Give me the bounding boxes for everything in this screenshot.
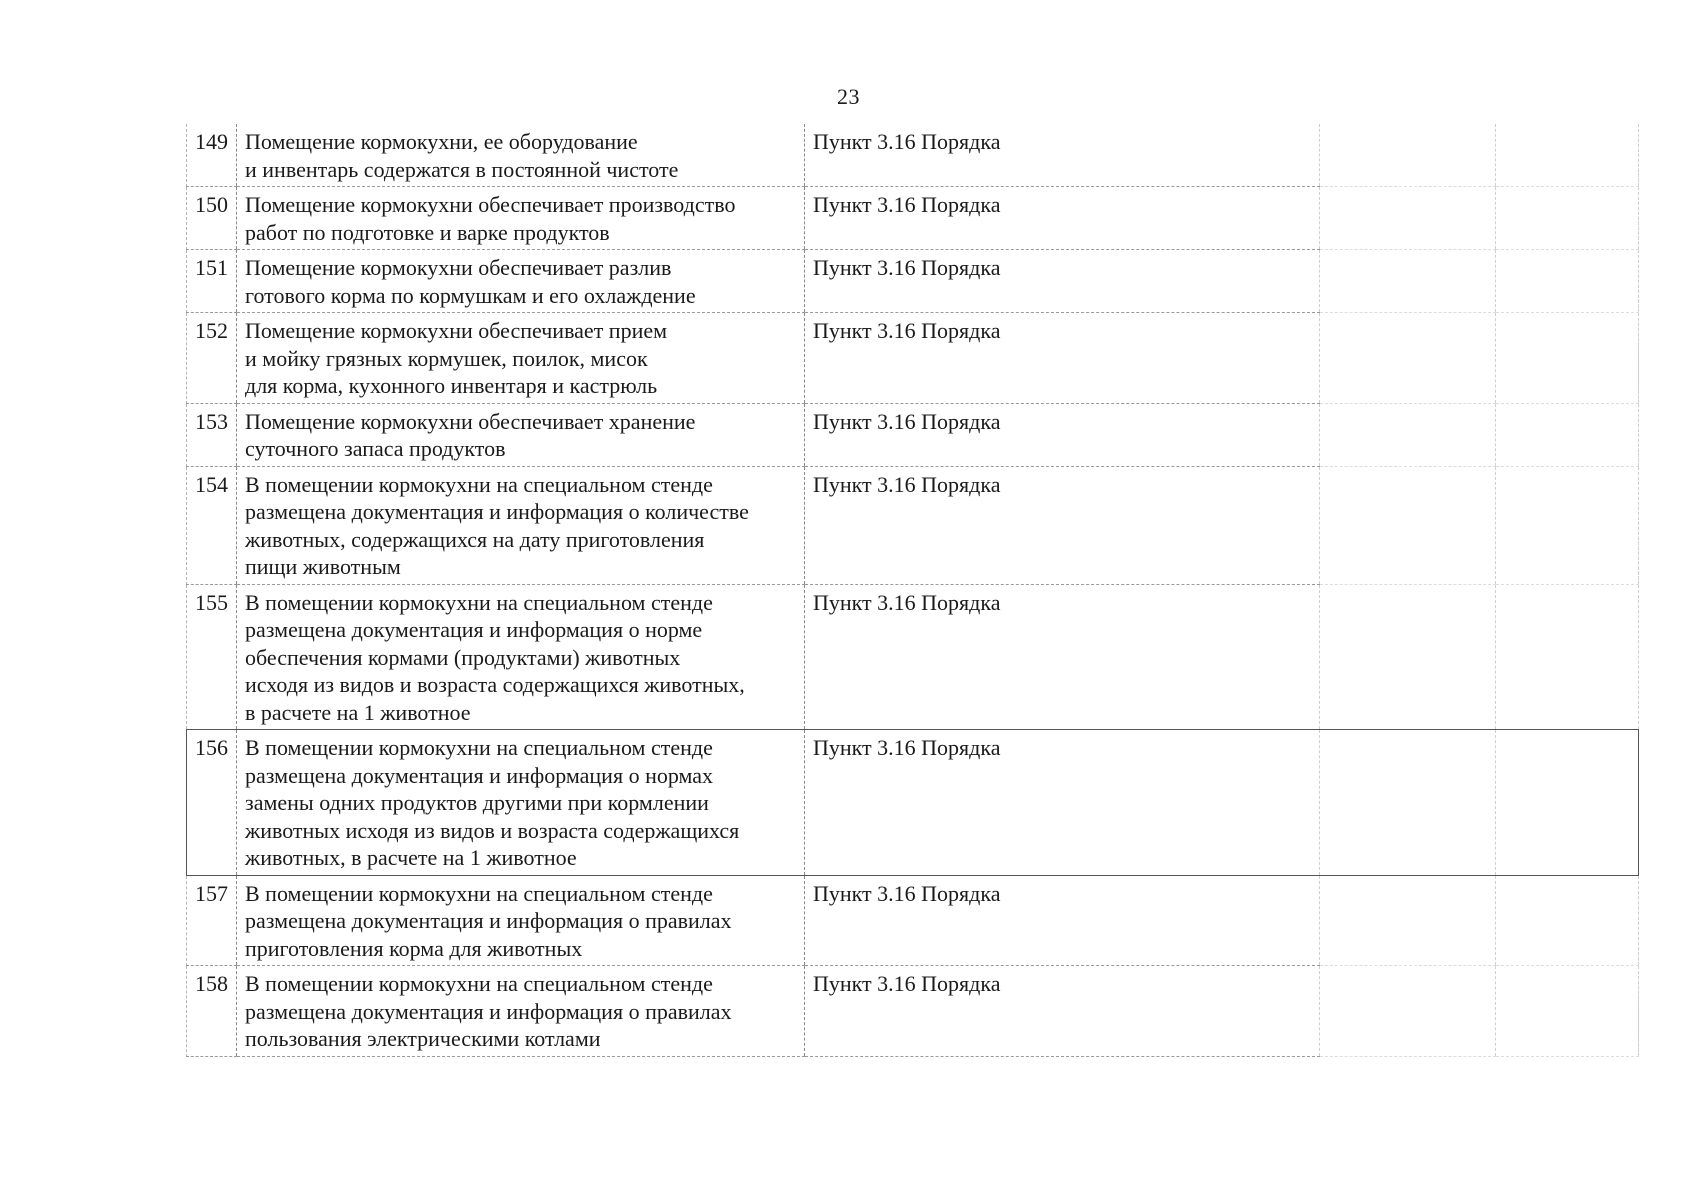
answer-cell: [1320, 187, 1496, 250]
table-row: [187, 124, 1639, 187]
requirement-text: [237, 187, 805, 250]
requirement-line: животных, содержащихся на дату приготовления: [245, 526, 705, 552]
table-row: [187, 403, 1639, 466]
table-row: [187, 466, 1639, 584]
row-number: 154: [187, 466, 237, 584]
row-number: 151: [187, 250, 237, 313]
requirement-line: в расчете на 1 животное: [245, 699, 471, 725]
legal-reference: Пункт 3.16 Порядка: [805, 875, 1320, 966]
row-number: 152: [187, 313, 237, 404]
legal-reference: Пункт 3.16 Порядка: [805, 124, 1320, 187]
requirement-line: В помещении кормокухни на специальном стенде: [245, 471, 713, 497]
table-row: [187, 313, 1639, 404]
answer-cell: [1496, 124, 1639, 187]
requirement-text: [237, 875, 805, 966]
requirement-text: [237, 730, 805, 876]
requirement-line: пищи животным: [245, 554, 401, 579]
requirement-line: замены одних продуктов другими при кормлении: [245, 790, 709, 815]
checklist-table: [186, 124, 1639, 1057]
legal-reference: Пункт 3.16 Порядка: [805, 584, 1320, 730]
requirement-line: размещена документация и информация о нормах: [245, 762, 714, 788]
answer-cell: [1496, 403, 1639, 466]
answer-cell: [1320, 730, 1496, 876]
table-row: [187, 875, 1639, 966]
legal-reference: Пункт 3.16 Порядка: [805, 313, 1320, 404]
requirement-line: для корма, кухонного инвентаря и кастрюль: [245, 373, 658, 398]
requirement-text: [237, 313, 805, 404]
answer-cell: [1320, 124, 1496, 187]
answer-cell: [1320, 403, 1496, 466]
legal-reference: Пункт 3.16 Порядка: [805, 966, 1320, 1057]
requirement-line: размещена документация и информация о правилах: [245, 908, 732, 933]
requirement-text: [237, 466, 805, 584]
answer-cell: [1496, 730, 1639, 876]
row-number: 157: [187, 875, 237, 966]
table-row: [187, 187, 1639, 250]
requirement-line: размещена документация и информация о количестве: [245, 499, 749, 524]
answer-cell: [1320, 584, 1496, 730]
legal-reference: Пункт 3.16 Порядка: [805, 250, 1320, 313]
requirement-line: В помещении кормокухни на специальном стенде: [245, 735, 713, 760]
answer-cell: [1320, 966, 1496, 1057]
requirement-line: Помещение кормокухни обеспечивает хранение: [245, 408, 696, 434]
requirement-line: животных, в расчете на 1 животное: [245, 845, 577, 870]
answer-cell: [1320, 875, 1496, 966]
legal-reference: Пункт 3.16 Порядка: [805, 730, 1320, 876]
answer-cell: [1496, 466, 1639, 584]
requirement-line: приготовления корма для животных: [245, 935, 583, 961]
table-row: [187, 250, 1639, 313]
requirement-line: животных исходя из видов и возраста содержащихся: [245, 817, 740, 843]
answer-cell: [1496, 966, 1639, 1057]
checklist-table-body: [187, 124, 1639, 1056]
requirement-text: [237, 403, 805, 466]
legal-reference: Пункт 3.16 Порядка: [805, 403, 1320, 466]
row-number: 155: [187, 584, 237, 730]
answer-cell: [1496, 875, 1639, 966]
requirement-line: размещена документация и информация о правилах: [245, 998, 732, 1024]
legal-reference: Пункт 3.16 Порядка: [805, 466, 1320, 584]
requirement-line: обеспечения кормами (продуктами) животных: [245, 644, 681, 670]
requirement-line: работ по подготовке и варке продуктов: [245, 219, 610, 245]
requirement-text: [237, 124, 805, 187]
table-row: [187, 584, 1639, 730]
answer-cell: [1320, 466, 1496, 584]
requirement-line: суточного запаса продуктов: [245, 436, 506, 461]
page-number: 23: [837, 84, 860, 109]
answer-cell: [1496, 187, 1639, 250]
requirement-line: Помещение кормокухни обеспечивает разлив: [245, 255, 672, 280]
answer-cell: [1320, 313, 1496, 404]
requirement-line: и мойку грязных кормушек, поилок, мисок: [245, 345, 648, 371]
legal-reference: Пункт 3.16 Порядка: [805, 187, 1320, 250]
requirement-line: Помещение кормокухни, ее оборудование: [245, 129, 638, 154]
requirement-line: Помещение кормокухни обеспечивает производство: [245, 192, 736, 217]
requirement-line: и инвентарь содержатся в постоянной чистоте: [245, 156, 679, 182]
answer-cell: [1496, 250, 1639, 313]
table-row: [187, 966, 1639, 1057]
row-number: 153: [187, 403, 237, 466]
row-number: 150: [187, 187, 237, 250]
answer-cell: [1496, 584, 1639, 730]
requirement-line: Помещение кормокухни обеспечивает прием: [245, 318, 668, 343]
requirement-line: готового корма по кормушкам и его охлаждение: [245, 282, 696, 308]
requirement-line: пользования электрическими котлами: [245, 1026, 601, 1051]
requirement-text: [237, 966, 805, 1057]
requirement-line: В помещении кормокухни на специальном стенде: [245, 880, 713, 906]
requirement-text: [237, 250, 805, 313]
requirement-line: В помещении кормокухни на специальном стенде: [245, 589, 713, 615]
row-number: 149: [187, 124, 237, 187]
answer-cell: [1496, 313, 1639, 404]
row-number: 158: [187, 966, 237, 1057]
table-row-highlighted: [187, 730, 1639, 876]
requirement-line: исходя из видов и возраста содержащихся животных,: [245, 672, 745, 697]
requirement-line: В помещении кормокухни на специальном стенде: [245, 971, 713, 996]
answer-cell: [1320, 250, 1496, 313]
row-number: 156: [187, 730, 237, 876]
requirement-text: [237, 584, 805, 730]
requirement-line: размещена документация и информация о норме: [245, 617, 703, 642]
